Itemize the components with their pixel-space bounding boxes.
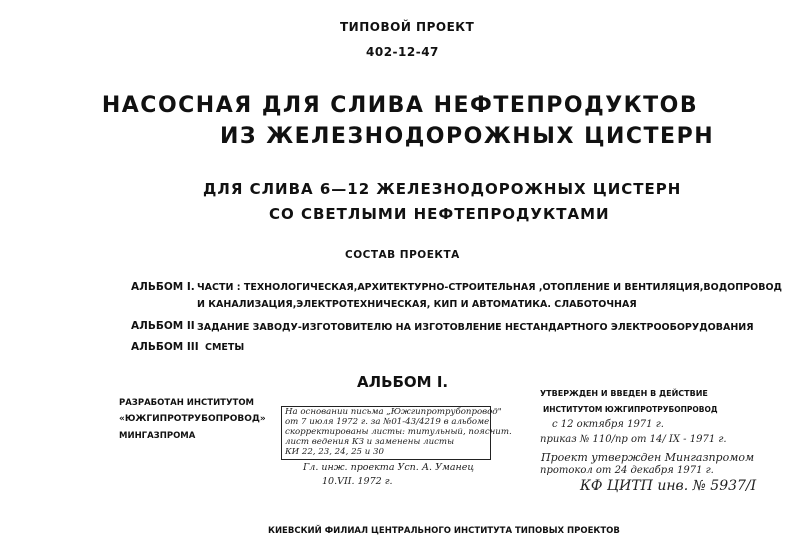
album-1-label: АЛЬБОМ I. — [131, 281, 195, 293]
stamp-line-4: лист ведения КЗ и заменены листы — [285, 437, 455, 447]
album-3-line-1: СМЕТЫ — [205, 342, 245, 353]
stamp-date: 10.VII. 1972 г. — [322, 476, 393, 487]
stamp-line-1: На основании письма „Южгипротрубопровод" — [285, 407, 502, 417]
album-1-line-2: И КАНАЛИЗАЦИЯ,ЭЛЕКТРОТЕХНИЧЕСКАЯ, КИП И АВТОМАТИКА. СЛАБОТОЧНАЯ — [197, 299, 637, 310]
stamp-line-3: скорректированы листы: титульный, пояснит. — [285, 427, 512, 437]
developer-line-1: РАЗРАБОТАН ИНСТИТУТОМ — [119, 398, 255, 408]
composition-heading: СОСТАВ ПРОЕКТА — [345, 249, 460, 261]
developer-line-3: МИНГАЗПРОМА — [119, 431, 196, 441]
project-number: 402-12-47 — [366, 45, 439, 59]
document-title-line-1: НАСОСНАЯ ДЛЯ СЛИВА НЕФТЕПРОДУКТОВ — [101, 93, 699, 118]
footer-institute: КИЕВСКИЙ ФИЛИАЛ ЦЕНТРАЛЬНОГО ИНСТИТУТА ТИПОВЫХ ПРОЕКТОВ — [268, 526, 620, 536]
album-title: АЛЬБОМ I. — [357, 373, 449, 391]
approval-line-4: приказ № 110/пр от 14/ IX - 1971 г. — [540, 434, 727, 445]
album-1-line-1: ЧАСТИ : ТЕХНОЛОГИЧЕСКАЯ,АРХИТЕКТУРНО-СТРОИТЕЛЬНАЯ ,ОТОПЛЕНИЕ И ВЕНТИЛЯЦИЯ,ВОДОПРОВОД — [197, 282, 783, 293]
document-title-line-2: ИЗ ЖЕЛЕЗНОДОРОЖНЫХ ЦИСТЕРН — [220, 124, 715, 149]
project-type-label: ТИПОВОЙ ПРОЕКТ — [340, 20, 475, 34]
inventory-number: КФ ЦИТП инв. № 5937/I — [580, 478, 757, 494]
developer-line-2: «ЮЖГИПРОТРУБОПРОВОД» — [119, 414, 266, 424]
album-2-label: АЛЬБОМ II — [131, 320, 195, 332]
approval-line-5: Проект утвержден Мингазпромом — [541, 451, 755, 464]
stamp-line-2: от 7 июля 1972 г. за №01-43/4219 в альбоме — [285, 417, 490, 427]
stamp-line-5: КИ 22, 23, 24, 25 и 30 — [285, 447, 384, 457]
subtitle-line-1: ДЛЯ СЛИВА 6—12 ЖЕЛЕЗНОДОРОЖНЫХ ЦИСТЕРН — [203, 180, 682, 198]
album-2-line-1: ЗАДАНИЕ ЗАВОДУ-ИЗГОТОВИТЕЛЮ НА ИЗГОТОВЛЕНИЕ НЕСТАНДАРТНОГО ЭЛЕКТРООБОРУДОВАНИЯ — [197, 322, 754, 333]
album-3-label: АЛЬБОМ III — [131, 341, 199, 353]
subtitle-line-2: СО СВЕТЛЫМИ НЕФТЕПРОДУКТАМИ — [269, 205, 610, 223]
approval-line-1: УТВЕРЖДЕН И ВВЕДЕН В ДЕЙСТВИЕ — [540, 389, 708, 398]
approval-line-3: с 12 октября 1971 г. — [552, 419, 664, 430]
approval-line-6: протокол от 24 декабря 1971 г. — [540, 465, 714, 476]
approval-line-2: ИНСТИТУТОМ ЮЖГИПРОТРУБОПРОВОД — [543, 405, 718, 414]
stamp-signature-line: Гл. инж. проекта Усп. А. Уманец — [303, 462, 474, 473]
